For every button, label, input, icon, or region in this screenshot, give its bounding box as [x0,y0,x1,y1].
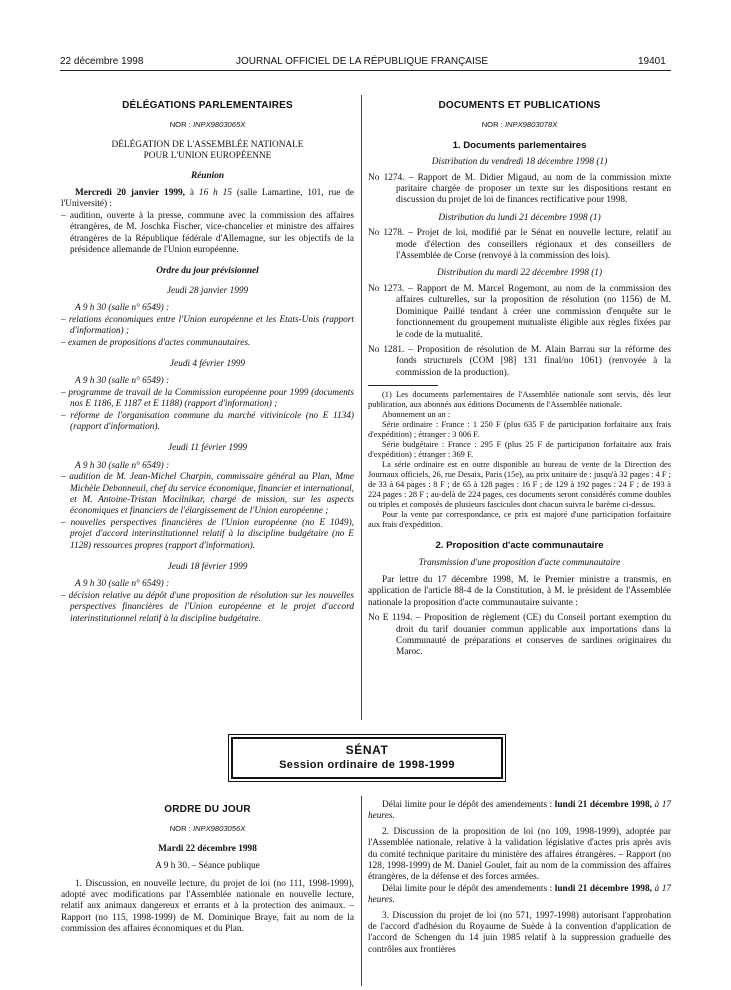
section-title-documents: DOCUMENTS ET PUBLICATIONS [438,100,601,111]
ordre-du-jour-column [61,804,354,936]
delegations-column [61,100,354,625]
footnote: Pour la vente par correspondance, ce prix est majoré d'une participation forfaitaire aux frais d'expédition. [368,510,671,530]
footnote: Série ordinaire : France : 1 250 F (plus 635 F de participation forfaitaire aux frais d'expédition) ; étranger : 3 006 F. [368,420,671,440]
senat-session: Session ordinaire de 1998-1999 [279,759,455,771]
day-heading: Jeudi 28 janvier 1999 [166,285,249,296]
agenda-item: – nouvelles perspectives financières de l'Union européenne (no E 1049), projet d'accord interinstitutionnel relatif à la discipline budgétaire (no E 1128) ressources propres (rapport d'information). [61,517,354,551]
meeting-item: – audition, ouverte à la presse, commune avec la commission des affaires étrangères, de M. Joschka Fischer, vice-chancelier et ministre des affaires étrangères de la République fédérale d'Allemagne, sur les objectifs de la présidence allemande de l'Union européenne. [61,210,354,256]
delegation-name-line2: POUR L'UNION EUROPÉENNE [143,151,272,162]
amendment-deadline [368,884,671,907]
seance-date: Mardi 22 décembre 1998 [158,843,257,854]
header-rule [60,70,671,71]
document-item: No 1278. – Projet de loi, modifié par le Sénat en nouvelle lecture, relatif au mode d'élection des conseillers régionaux et des conseillers de l'Assemblée de Corse (renvoyé à la commission des lois). [368,228,671,262]
agenda-item: – audition de M. Jean-Michel Charpin, commissaire général au Plan, Mme Michèle Debonneuil, chef du service économique, financier et international, et M. Antoine-Tristan Mocilnikar, chargé de mission, sur les aspects économiques et financiers de l'élargissement de l'Union européenne ; [61,472,354,517]
agenda-paragraph: 1. Discussion, en nouvelle lecture, du projet de loi (no 111, 1998-1999), adopté avec modifications par l'Assemblée nationale en nouvelle lecture, relatif aux animaux dangereux et errants et à la protection des animaux. – Rapport (no 115, 1998-1999) de M. Dominique Braye, fait au nom de la commission des affaires économiques et du Plan. [61,878,354,935]
agenda-item: – décision relative au dépôt d'une proposition de résolution sur les nouvelles perspectives financières de l'Union européenne et le projet d'accord interinstitutionnel relatif à la discipline budgétaire. [61,590,354,624]
footnote: Série budgétaire : France : 295 F (plus 25 F de participation forfaitaire aux frais d'expédition) ; étranger : 369 F. [368,440,671,460]
nor-reference [61,823,354,834]
footnotes [368,390,671,530]
nor-code: INPX9803056X [192,824,246,834]
subsection-proposition-acte: 2. Proposition d'acte communautaire [435,540,604,552]
ordre-du-jour-continued [368,800,671,956]
reunion-heading: Réunion [190,170,225,181]
nor-code: INPX9803065X [192,120,246,130]
day-heading: Jeudi 4 février 1999 [169,358,246,369]
header-page-number: 19401 [638,56,666,67]
senat-banner [231,737,503,779]
column-separator-top [361,95,362,720]
meeting-time: 16 h 15 [198,188,232,199]
agenda-item: – réforme de l'organisation commune du marché vitivinicole (no E 1134) (rapport d'information). [61,410,354,432]
senat-title: SÉNAT [345,743,389,757]
agenda-paragraph: 3. Discussion du projet de loi (no 571, 1997-1998) autorisant l'approbation de l'accord d'adhésion du Royaume de Suède à la convention d'application de l'accord de Schengen du 14 juin 1985 relatif à la suppression graduelle des contrôles aux frontières [368,910,671,955]
day-time: A 9 h 30 (salle n° 6549) : [75,579,170,590]
meeting-paragraph [61,188,354,211]
delegation-name-line1: DÉLÉGATION DE L'ASSEMBLÉE NATIONALE [111,139,304,150]
nor-code: INPX9803078X [504,120,558,130]
deadline-date: lundi 21 décembre 1998, [554,800,652,810]
document-item: No 1273. – Rapport de M. Marcel Rogemont, au nom de la commission des affaires culturelles, sur la proposition de résolution (no 1156) de M. Dominique Paillé tendant à créer une commission d'enquête sur le fonctionnement du groupement mutualiste éligible aux règles fixées par le code de la mutualité. [368,283,671,340]
document-item: No 1274. – Rapport de M. Didier Migaud, au nom de la commission mixte paritaire chargée de proposer un texte sur les dispositions restant en discussion du projet de loi de finances rectificative pour 1998. [368,172,671,206]
distribution-heading: Distribution du mardi 22 décembre 1998 (1) [436,268,603,279]
header-date: 22 décembre 1998 [60,56,144,67]
nor-prefix: NOR : [481,120,503,130]
agenda-item: – programme de travail de la Commission européenne pour 1999 (documents nos E 1186, E 1187 et E 1188) (rapport d'information) ; [61,387,354,410]
footnote: (1) Les documents parlementaires de l'Assemblée nationale sont servis, dès leur publication, aux abonnés aux éditions Documents de l'Assemblée nationale. [368,390,671,410]
distribution-heading: Distribution du vendredi 18 décembre 1998 (1) [431,157,608,168]
day-time: A 9 h 30 (salle n° 6549) : [75,303,170,314]
amendment-deadline [368,800,671,823]
nor-reference [61,119,354,130]
footnote: La série ordinaire est en outre disponible au bureau de vente de la Direction des Journaux officiels, 26, rue Desaix, Paris (15e), au prix unitaire de : jusqu'à 32 pages : 4 F ; de 33 à 64 pages : 8 F ; de 65 à 128 pages : 16 F ; de 129 à 192 pages : 24 F ; de 193 à 224 pages : 28 F ; au-delà de 224 pages, ces documents seront considérés comme doubles ou triples et composés de plusieurs fascicules dont chacun suivra le barème ci-dessus. [368,460,671,510]
meeting-place: (salle Lamartine, 101, rue de l'Université) : [61,188,355,210]
footnote: Abonnement un an : [382,410,451,420]
day-heading: Jeudi 11 février 1999 [167,443,248,454]
seance-time: A 9 h 30. – Séance publique [155,861,260,872]
distribution-heading: Distribution du lundi 21 décembre 1998 (1) [438,212,601,223]
deadline-text: Délai limite pour le dépôt des amendements : [382,883,553,894]
deadline-time: à 17 heures. [368,800,671,822]
deadline-text: Délai limite pour le dépôt des amendements : [382,800,553,810]
ordre-du-jour-heading: Ordre du jour prévisionnel [156,266,259,277]
transmission-item: No E 1194. – Proposition de règlement (CE) du Conseil portant exemption du droit du tarif douanier commun applicable aux importations dans la Communauté de préparations et conserves de sardines originaires du Maroc. [368,613,671,658]
header-journal: JOURNAL OFFICIEL DE LA RÉPUBLIQUE FRANÇAISE [236,56,489,67]
transmission-heading: Transmission d'une proposition d'acte communautaire [418,557,621,568]
day-time: A 9 h 30 (salle n° 6549) : [75,376,170,387]
deadline-time: à 17 heures. [368,883,671,906]
day-time: A 9 h 30 (salle n° 6549) : [75,460,170,471]
nor-prefix: NOR : [169,120,191,130]
day-heading: Jeudi 18 février 1999 [167,562,248,572]
agenda-paragraph: 2. Discussion de la proposition de loi (no 109, 1998-1999), adoptée par l'Assemblée nationale, relative à la validation législative d'actes pris après avis du comité technique paritaire du ministère des affaires étrangères. – Rapport (no 128, 1998-1999) de M. Daniel Goulet, fait au nom de la commission des affaires étrangères, de la défense et des forces armées. [368,826,671,883]
nor-reference [368,119,671,130]
meeting-a: à [189,188,195,199]
document-item: No 1281. – Proposition de résolution de M. Alain Barrau sur la réforme des fonds structurels (COM [98] 131 final/no 1061) (renvoyée à la commission de la production). [368,344,671,378]
transmission-paragraph: Par lettre du 17 décembre 1998, M. le Premier ministre a transmis, en application de l'article 88-4 de la Constitution, à M. le président de l'Assemblée nationale la proposition d'acte communautaire suivante : [368,574,671,608]
section-title-ordre-du-jour: ORDRE DU JOUR [164,804,251,815]
section-title-delegations: DÉLÉGATIONS PARLEMENTAIRES [122,100,293,111]
nor-prefix: NOR : [169,824,191,834]
documents-column [368,100,671,659]
agenda-item: – examen de propositions d'actes communautaires. [61,337,251,348]
footnote-rule [368,385,438,386]
subsection-documents-parlementaires: 1. Documents parlementaires [452,139,587,151]
deadline-date: lundi 21 décembre 1998, [554,883,652,894]
meeting-date: Mercredi 20 janvier 1999, [75,188,185,199]
column-separator-bottom [361,796,362,986]
agenda-item: – relations économiques entre l'Union européenne et les Etats-Unis (rapport d'information) ; [61,314,354,337]
